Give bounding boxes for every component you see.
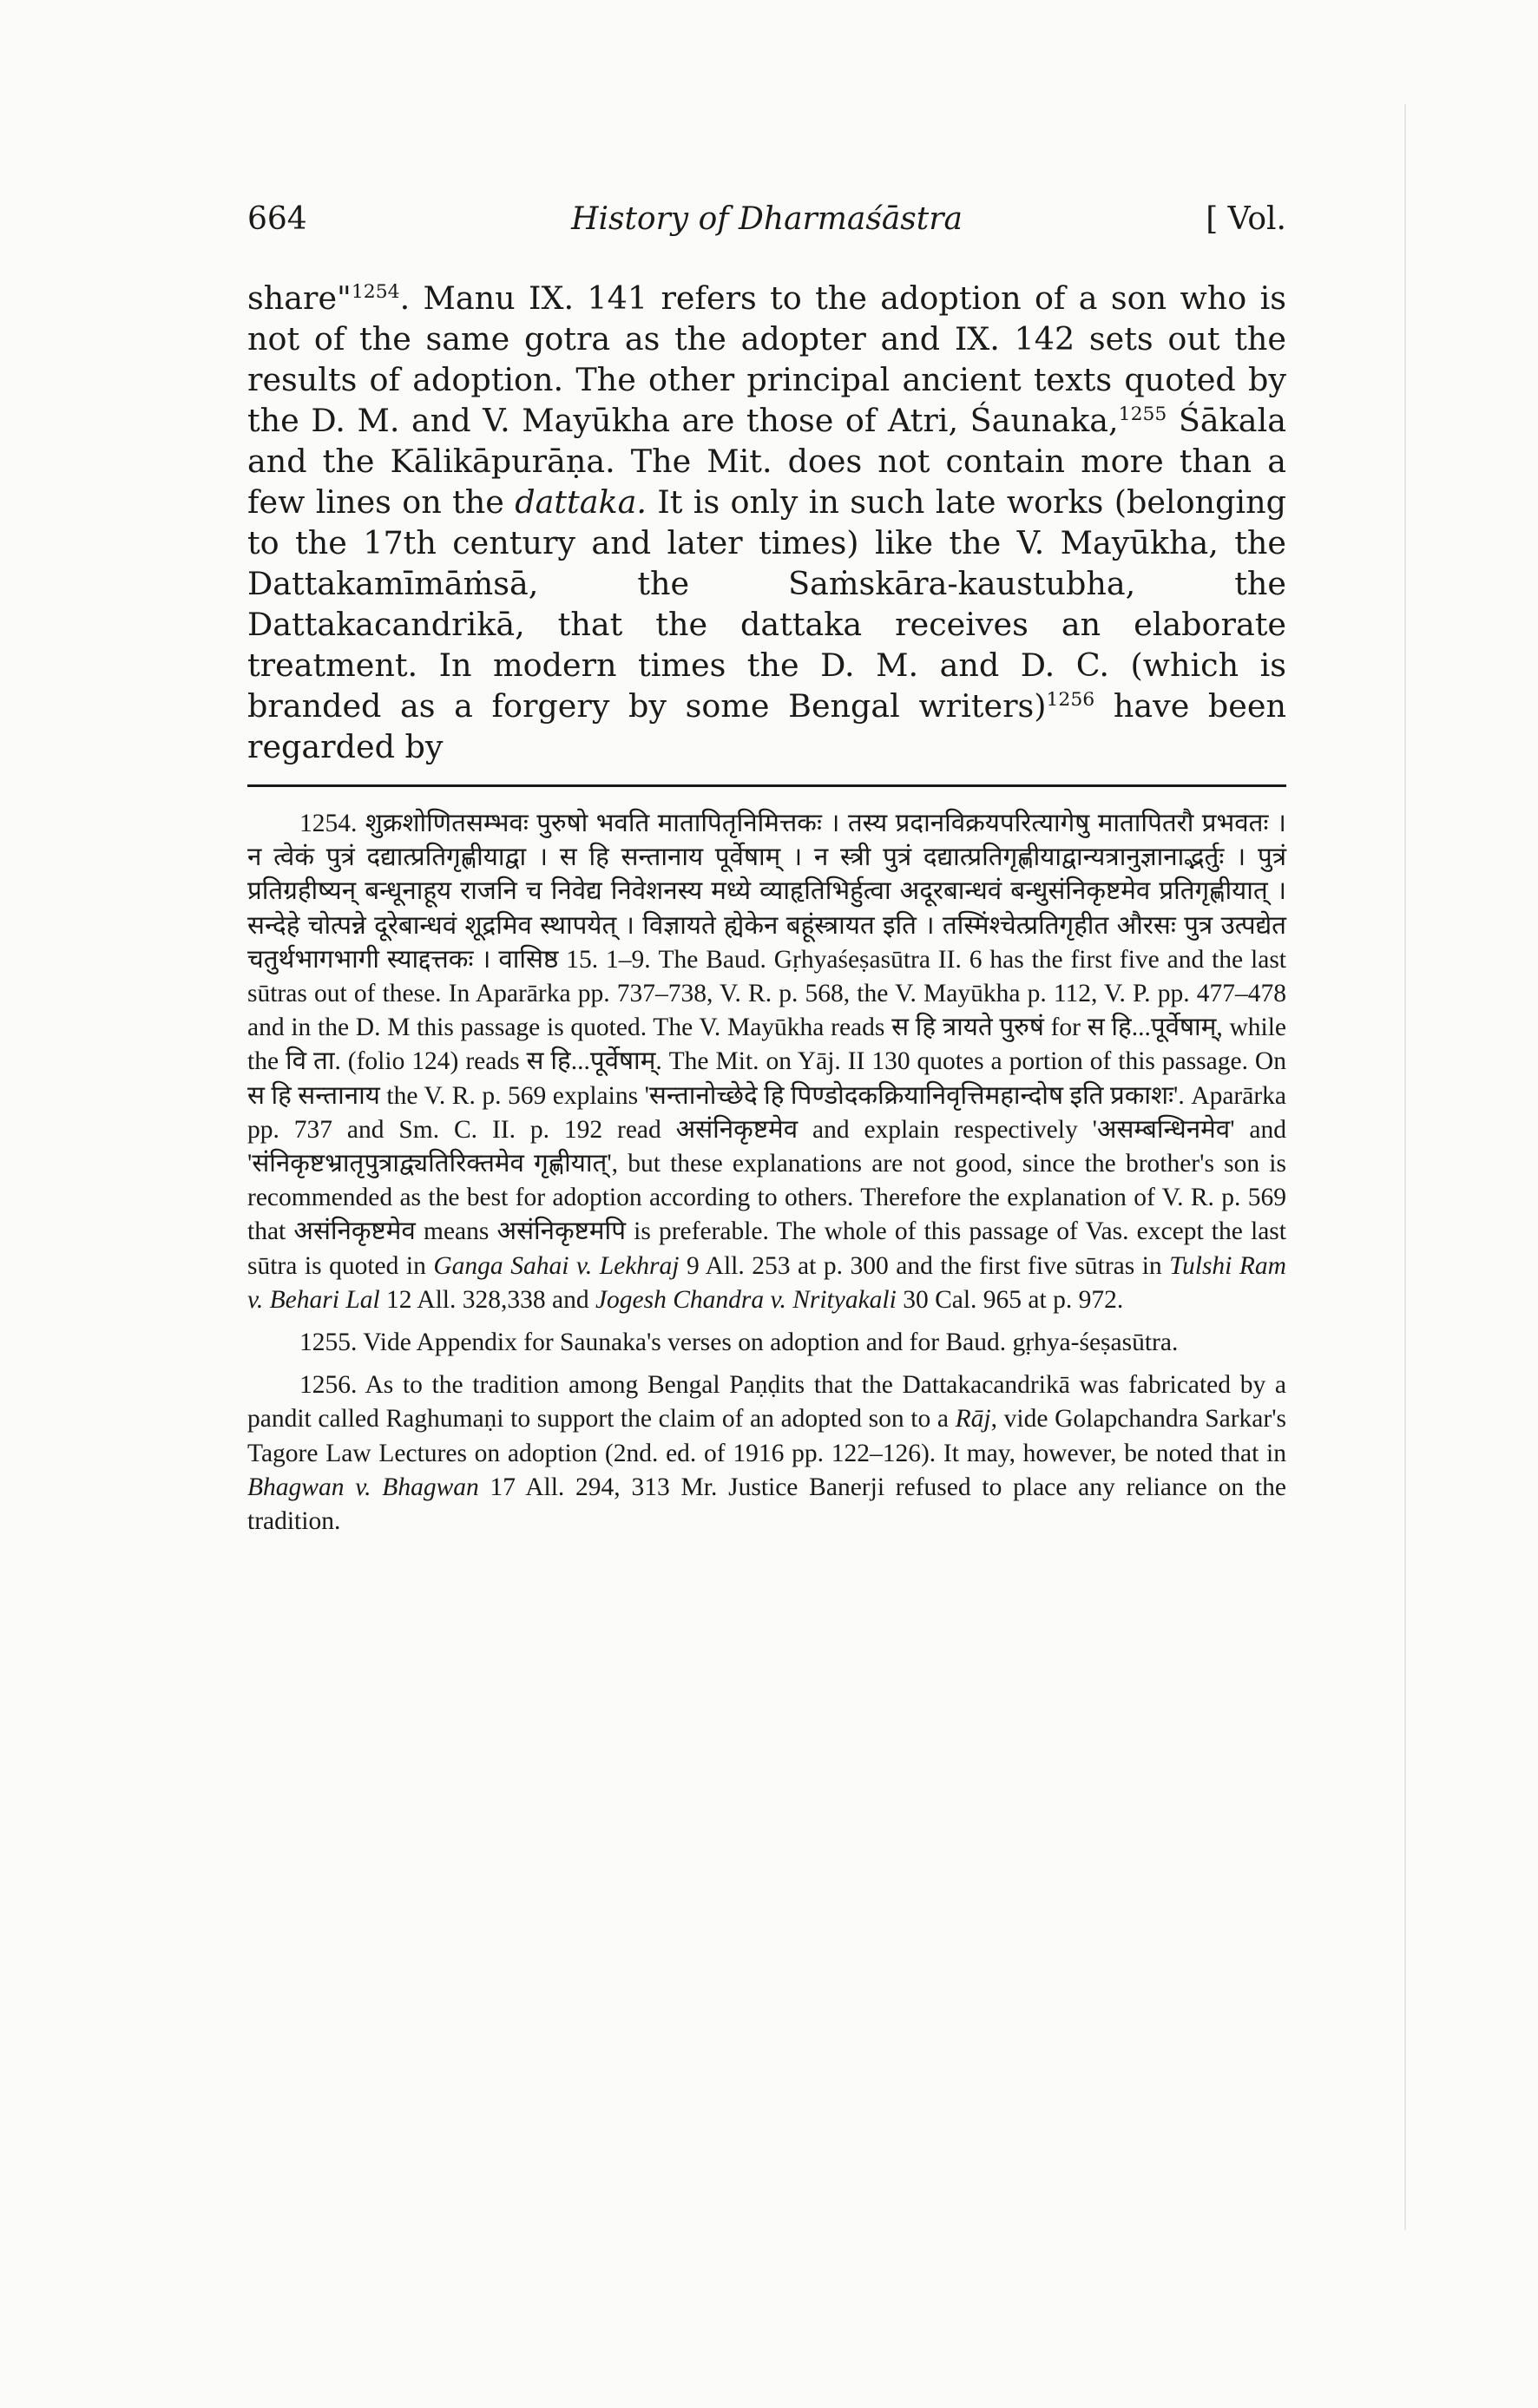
footnote-ref-1255[interactable]: 1255 xyxy=(1118,403,1167,425)
page-edge-line xyxy=(1404,104,1406,2230)
footnotes xyxy=(247,807,1286,1547)
footnote-divider xyxy=(247,784,1286,787)
volume-label: [ Vol. xyxy=(1206,201,1286,237)
running-header xyxy=(247,201,1286,253)
footnote-1255: 1255. Vide Appendix for Saunaka's verses on adoption and for Baud. gṛhya-śeṣasūtra. xyxy=(299,1329,1179,1357)
page-number: 664 xyxy=(247,201,307,237)
main-paragraph: share"$^{1254}$. Manu IX. 141 refers to the adoption of a son who is not of the same gotra as the adopter and IX. 142 sets out the results of adoption. The other principal ancient texts quoted by the D. M. and V. Mayūkha are those of Atri, Śaunaka,$^{1255}$ Śākala and the Kālikāpurāṇa. The Mit. does not contain more than a few lines on the dattaka. It is only in such late works (belonging to the 17th century and later times) like the V. Mayūkha, the Dattakamīmāṁsā, the Saṁskāra-kaustubha, the Dattakacandrikā, that the dattaka receives an elaborate treatment. In modern times the D. M. and D. C. (which is branded as a forgery by some Bengal writers)$^{1256}$ have been regarded by xyxy=(247,279,1286,765)
footnote-1256: 1256. As to the tradition among Bengal Paṇḍits that the Dattakacandrikā was fabricated by a pandit called Raghumaṇi to support the claim of an adopted son to a Rāj, vide Golapchandra Sarkar's Tagore Law Lectures on adoption (2nd. ed. of 1916 pp. 122–126). It may, however, be noted that in Bhagwan v. Bhagwan 17 All. 294, 313 Mr. Justice Banerji refused to place any reliance on the tradition. xyxy=(247,1371,1287,1536)
footnote-1254: 1254. शुक्रशोणितसम्भवः पुरुषो भवति मातापितृनिमित्तकः । तस्य प्रदानविक्रयपरित्यागेषु मातापितरौ प्रभवतः । न त्वेकं पुत्रं दद्यात्प्रतिगृह्णीयाद्वा । स हि सन्तानाय पूर्वेषाम् । न स्त्री पुत्रं दद्यात्प्रतिगृह्णीयाद्वान्यत्रानुज्ञानाद्भर्तुः । पुत्रं प्रतिग्रहीष्यन् बन्धूनाहूय राजनि च निवेद्य निवेशनस्य मध्ये व्याहृतिभिर्हुत्वा अदूरबान्धवं बन्धुसंनिकृष्टमेव प्रतिगृह्णीयात् । सन्देहे चोत्पन्ने दूरेबान्धवं शूद्रमिव स्थापयेत् । विज्ञायते ह्येकेन बहूंस्त्रायत इति । तस्मिंश्चेत्प्रतिगृहीत औरसः पुत्र उत्पद्येत चतुर्थभागभागी स्याद्दत्तकः । वासिष्ठ 15. 1–9. The Baud. Gṛhyaśeṣasūtra II. 6 has the first five and the last sūtras out of these. In Aparārka pp. 737–738, V. R. p. 568, the V. Mayūkha p. 112, V. P. pp. 477–478 and in the D. M this passage is quoted. The V. Mayūkha reads स हि त्रायते पुरुषं for स हि...पूर्वेषाम्, while the वि ता. (folio 124) reads स हि...पूर्वेषाम्. The Mit. on Yāj. II 130 quotes a portion of this passage. On स हि सन्तानाय the V. R. p. 569 explains 'सन्तानोच्छेदे हि पिण्डोदकक्रियानिवृत्तिमहान्दोष इति प्रकाशः'. Aparārka pp. 737 and Sm. C. II. p. 192 read असंनिकृष्टमेव and explain respectively 'असम्बन्धिनमेव' and 'संनिकृष्टभ्रातृपुत्राद्व्यतिरिक्तमेव गृह्णीयात्', but these explanations are not good, since the brother's son is recommended as the best for adoption according to others. Therefore the explanation of V. R. p. 569 that असंनिकृष्टमेव means असंनिकृष्टमपि is preferable. The whole of this passage of Vas. except the last sūtra is quoted in Ganga Sahai v. Lekhraj 9 All. 253 at p. 300 and the first five sūtras in Tulshi Ram v. Behari Lal 12 All. 328,338 and Jogesh Chandra v. Nrityakali 30 Cal. 965 at p. 972. xyxy=(247,810,1286,1314)
footnote-ref-1256[interactable]: 1256 xyxy=(1046,688,1095,711)
running-title: History of Dharmaśāstra xyxy=(571,201,963,237)
main-text xyxy=(247,278,1286,767)
footnote-ref-1254[interactable]: 1254 xyxy=(351,280,400,303)
